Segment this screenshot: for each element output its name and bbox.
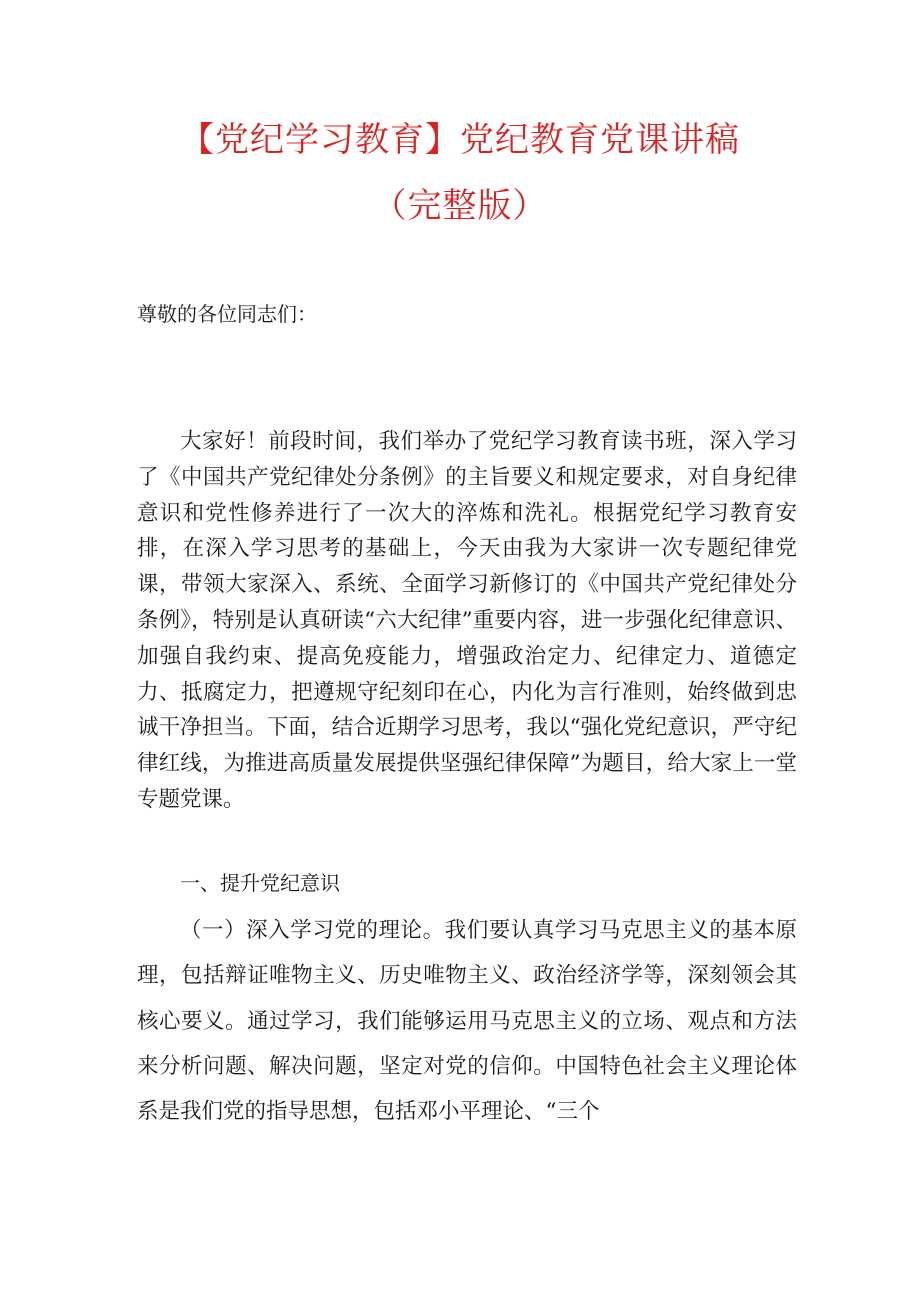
document-title: 【党纪学习教育】党纪教育党课讲稿	[180, 120, 740, 160]
document-subtitle: （完整版）	[372, 186, 548, 226]
salutation: 尊敬的各位同志们：	[137, 302, 317, 326]
section-heading: 一、提升党纪意识	[180, 871, 340, 895]
section-paragraph: （一）深入学习党的理论。我们要认真学习马克思主义的基本原理，包括辩证唯物主义、历史唯物主义、政治经济学等，深刻领会其核心要义。通过学习，我们能够运用马克思主义的立场、观点和方法来分析问题、解决问题，坚定对党的信仰。中国特色社会主义理论体系是我们党的指导思想，包括邓小平理论、“三个	[137, 918, 797, 1125]
intro-paragraph: 大家好！前段时间，我们举办了党纪学习教育读书班，深入学习了《中国共产党纪律处分条例》的主旨要义和规定要求，对自身纪律意识和党性修养进行了一次大的淬炼和洗礼。根据党纪学习教育安排，在深入学习思考的基础上，今天由我为大家讲一次专题纪律党课，带领大家深入、系统、全面学习新修订的《中国共产党纪律处分条例》，特别是认真研读“六大纪律”重要内容，进一步强化纪律意识、加强自我约束、提高免疫能力，增强政治定力、纪律定力、道德定力、抵腐定力，把遵规守纪刻印在心，内化为言行准则，始终做到忠诚干净担当。下面，结合近期学习思考，我以“强化党纪意识，严守纪律红线，为推进高质量发展提供坚强纪律保障”为题目，给大家上一堂专题党课。	[137, 429, 797, 812]
